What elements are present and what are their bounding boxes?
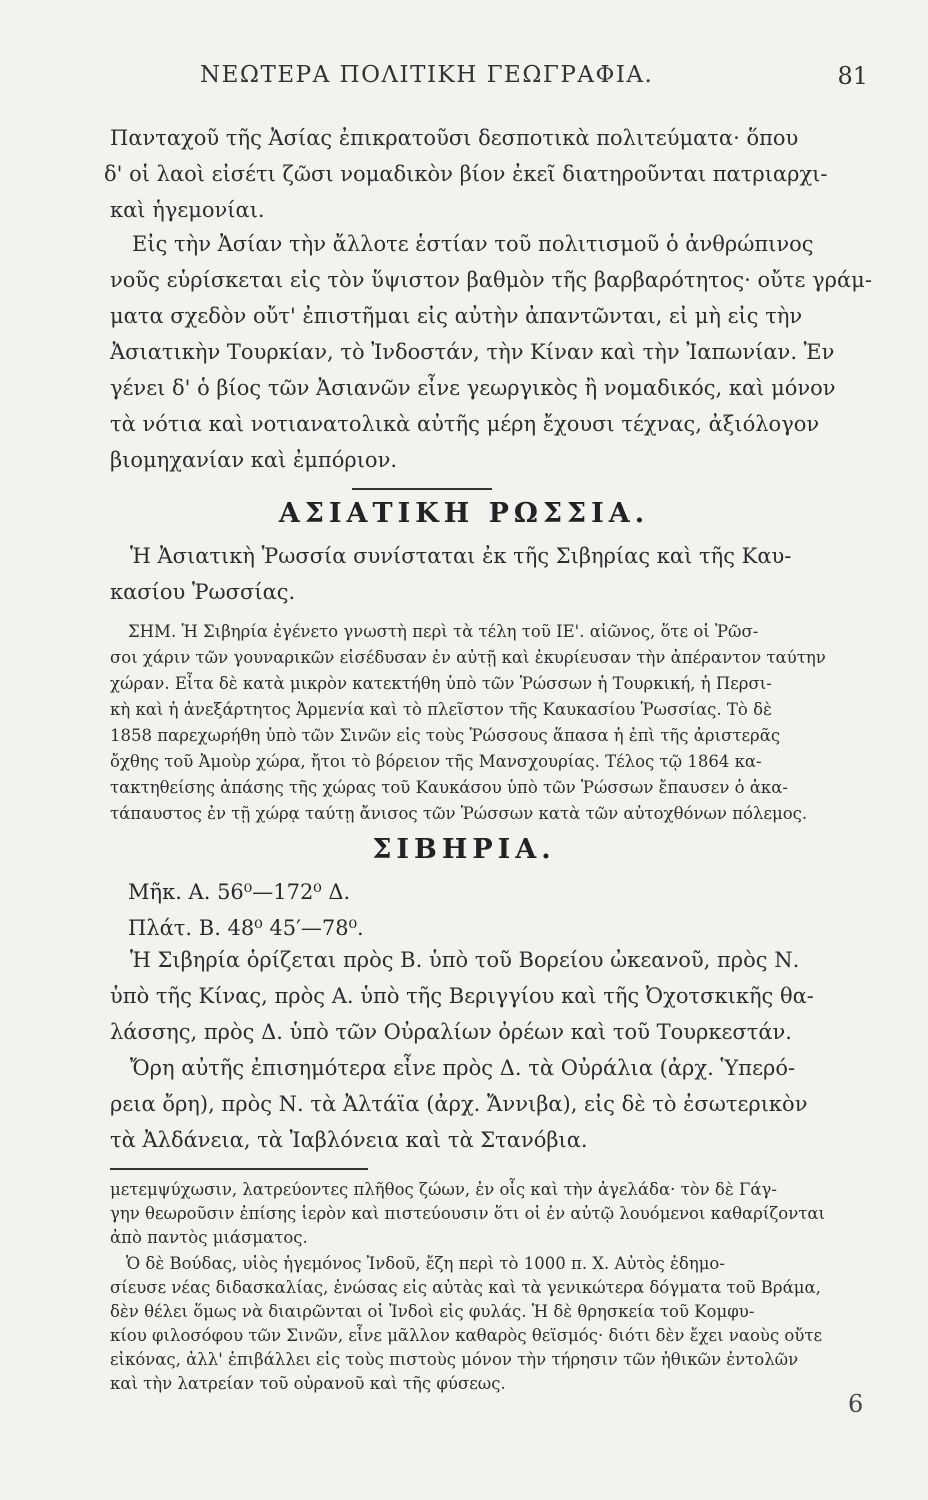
note-line: 1858 παρεχωρήθη ὑπὸ τῶν Σινῶν εἰς τοὺς Ῥώσσους ἅπασα ἡ ἐπὶ τῆς ἀριστερᾶς <box>110 726 781 745</box>
note-line: κὴ καὶ ἡ ἀνεξάρτητος Ἀρμενία καὶ τὸ πλεῖστον τῆς Καυκασίου Ῥωσσίας. Τὸ δὲ <box>110 700 772 719</box>
note-line: ΣΗΜ. Ἡ Σιβηρία ἐγένετο γνωστὴ περὶ τὰ τέλη τοῦ ΙΕ'. αἰῶνος, ὅτε οἱ Ῥῶσ- <box>128 622 759 641</box>
text-line: Ἡ Σιβηρία ὁρίζεται πρὸς Β. ὑπὸ τοῦ Βορείου ὠκεανοῦ, πρὸς Ν. <box>130 948 800 972</box>
signature-mark: 6 <box>848 1390 864 1418</box>
note-line: σοι χάριν τῶν γουναρικῶν εἰσέδυσαν ἐν αὐτῇ καὶ ἐκυρίευσαν τὴν ἀπέραντον ταύτην <box>110 648 826 667</box>
section-heading: ΑΣΙΑΤΙΚΗ ΡΩΣΣΙΑ. <box>278 498 650 529</box>
text-line: λάσσης, πρὸς Δ. ὑπὸ τῶν Οὐραλίων ὀρέων καὶ τοῦ Τουρκεστάν. <box>110 1020 792 1044</box>
running-header <box>110 62 868 96</box>
text-line: Ὄρη αὐτῆς ἐπισημότερα εἶνε πρὸς Δ. τὰ Οὐράλια (ἀρχ. Ὑπερό- <box>130 1056 796 1080</box>
section-heading: ΣΙΒΗΡΙΑ. <box>372 834 556 865</box>
note-line: χώραν. Εἶτα δὲ κατὰ μικρὸν κατεκτήθη ὑπὸ τῶν Ῥώσσων ἡ Τουρκική, ἡ Περσι- <box>110 674 772 693</box>
note-line: τακτηθείσης ἁπάσης τῆς χώρας τοῦ Καυκάσου ὑπὸ τῶν Ῥώσσων ἔπαυσεν ὁ ἀκα- <box>110 778 788 797</box>
footnote-line: ἀπὸ παντὸς μιάσματος. <box>110 1228 308 1247</box>
text-line: ρεια ὄρη), πρὸς Ν. τὰ Ἀλτάϊα (ἀρχ. Ἄννιβα), εἰς δὲ τὸ ἐσωτερικὸν <box>110 1092 808 1116</box>
text-line: ματα σχεδὸν οὔτ' ἐπιστῆμαι εἰς αὐτὴν ἀπαντῶνται, εἰ μὴ εἰς τὴν <box>110 304 803 328</box>
page-number: 81 <box>837 62 868 90</box>
footnote-line: εἰκόνας, ἀλλ' ἐπιβάλλει εἰς τοὺς πιστοὺς μόνον τὴν τήρησιν τῶν ἠθικῶν ἐντολῶν <box>110 1350 799 1369</box>
footnote-line: δὲν θέλει ὅμως νὰ διαιρῶνται οἱ Ἰνδοὶ εἰς φυλάς. Ἡ δὲ θρησκεία τοῦ Κομφυ- <box>110 1302 755 1321</box>
text-line: βιομηχανίαν καὶ ἐμπόριον. <box>110 448 398 472</box>
section-divider <box>352 488 492 490</box>
footnote-divider <box>110 1168 368 1170</box>
latitude-line: Πλάτ. Β. 48⁰ 45′—78⁰. <box>128 916 364 940</box>
footnote-line: σίευσε νέας διδασκαλίας, ἑνώσας εἰς αὐτὰς καὶ τὰ γενικώτερα δόγματα τοῦ Βράμα, <box>110 1278 821 1297</box>
text-line: καὶ ἡγεμονίαι. <box>110 198 265 222</box>
longitude-line: Μῆκ. Α. 56⁰—172⁰ Δ. <box>128 880 351 904</box>
footnote-line: γην θεωροῦσιν ἐπίσης ἱερὸν καὶ πιστεύουσιν ὅτι οἱ ἐν αὐτῷ λουόμενοι καθαρίζονται <box>110 1204 825 1223</box>
text-line: τὰ νότια καὶ νοτιανατολικὰ αὐτῆς μέρη ἔχουσι τέχνας, ἀξιόλογον <box>110 412 820 436</box>
text-line: Ἀσιατικὴν Τουρκίαν, τὸ Ἰνδοστάν, τὴν Κίναν καὶ τὴν Ἰαπωνίαν. Ἐν <box>110 340 835 364</box>
text-line: δ' οἱ λαοὶ εἰσέτι ζῶσι νομαδικὸν βίον ἐκεῖ διατηροῦνται πατριαρχι- <box>104 162 828 186</box>
text-line: τὰ Ἀλδάνεια, τὰ Ἰαβλόνεια καὶ τὰ Στανόβια. <box>110 1128 588 1152</box>
text-line: ὑπὸ τῆς Κίνας, πρὸς Α. ὑπὸ τῆς Βεριγγίου καὶ τῆς Ὀχοτσκικῆς θα- <box>110 984 814 1008</box>
footnote-line: Ὁ δὲ Βούδας, υἱὸς ἡγεμόνος Ἰνδοῦ, ἔζη περὶ τὸ 1000 π. Χ. Αὐτὸς ἐδημο- <box>126 1254 725 1273</box>
text-line: κασίου Ῥωσσίας. <box>110 580 296 604</box>
footnote-line: κίου φιλοσόφου τῶν Σινῶν, εἶνε μᾶλλον καθαρὸς θεϊσμός· διότι δὲν ἔχει ναοὺς οὔτε <box>110 1326 823 1345</box>
text-line: Ἡ Ἀσιατικὴ Ῥωσσία συνίσταται ἐκ τῆς Σιβηρίας καὶ τῆς Καυ- <box>130 544 792 568</box>
text-line: γένει δ' ὁ βίος τῶν Ἀσιανῶν εἶνε γεωργικὸς ἢ νομαδικός, καὶ μόνον <box>110 376 836 400</box>
note-line: ὄχθης τοῦ Ἀμοὺρ χώρα, ἤτοι τὸ βόρειον τῆς Μανσχουρίας. Τέλος τῷ 1864 κα- <box>110 752 762 771</box>
footnote-line: καὶ τὴν λατρείαν τοῦ οὐρανοῦ καὶ τῆς φύσεως. <box>110 1374 506 1393</box>
text-line: Πανταχοῦ τῆς Ἀσίας ἐπικρατοῦσι δεσποτικὰ πολιτεύματα· ὅπου <box>110 126 799 150</box>
note-line: τάπαυστος ἐν τῇ χώρᾳ ταύτῃ ἄνισος τῶν Ῥώσσων κατὰ τῶν αὐτοχθόνων πόλεμος. <box>110 804 808 823</box>
text-line: νοῦς εὑρίσκεται εἰς τὸν ὕψιστον βαθμὸν τῆς βαρβαρότητος· οὔτε γράμ- <box>110 268 872 292</box>
footnote-line: μετεμψύχωσιν, λατρεύοντες πλῆθος ζώων, ἐν οἷς καὶ τὴν ἀγελάδα· τὸν δὲ Γάγ- <box>110 1180 777 1199</box>
running-title: ΝΕΩΤΕΡΑ ΠΟΛΙΤΙΚΗ ΓΕΩΓΡΑΦΙΑ. <box>200 62 654 88</box>
text-line: Εἰς τὴν Ἀσίαν τὴν ἄλλοτε ἑστίαν τοῦ πολιτισμοῦ ὁ ἀνθρώπινος <box>132 232 814 256</box>
